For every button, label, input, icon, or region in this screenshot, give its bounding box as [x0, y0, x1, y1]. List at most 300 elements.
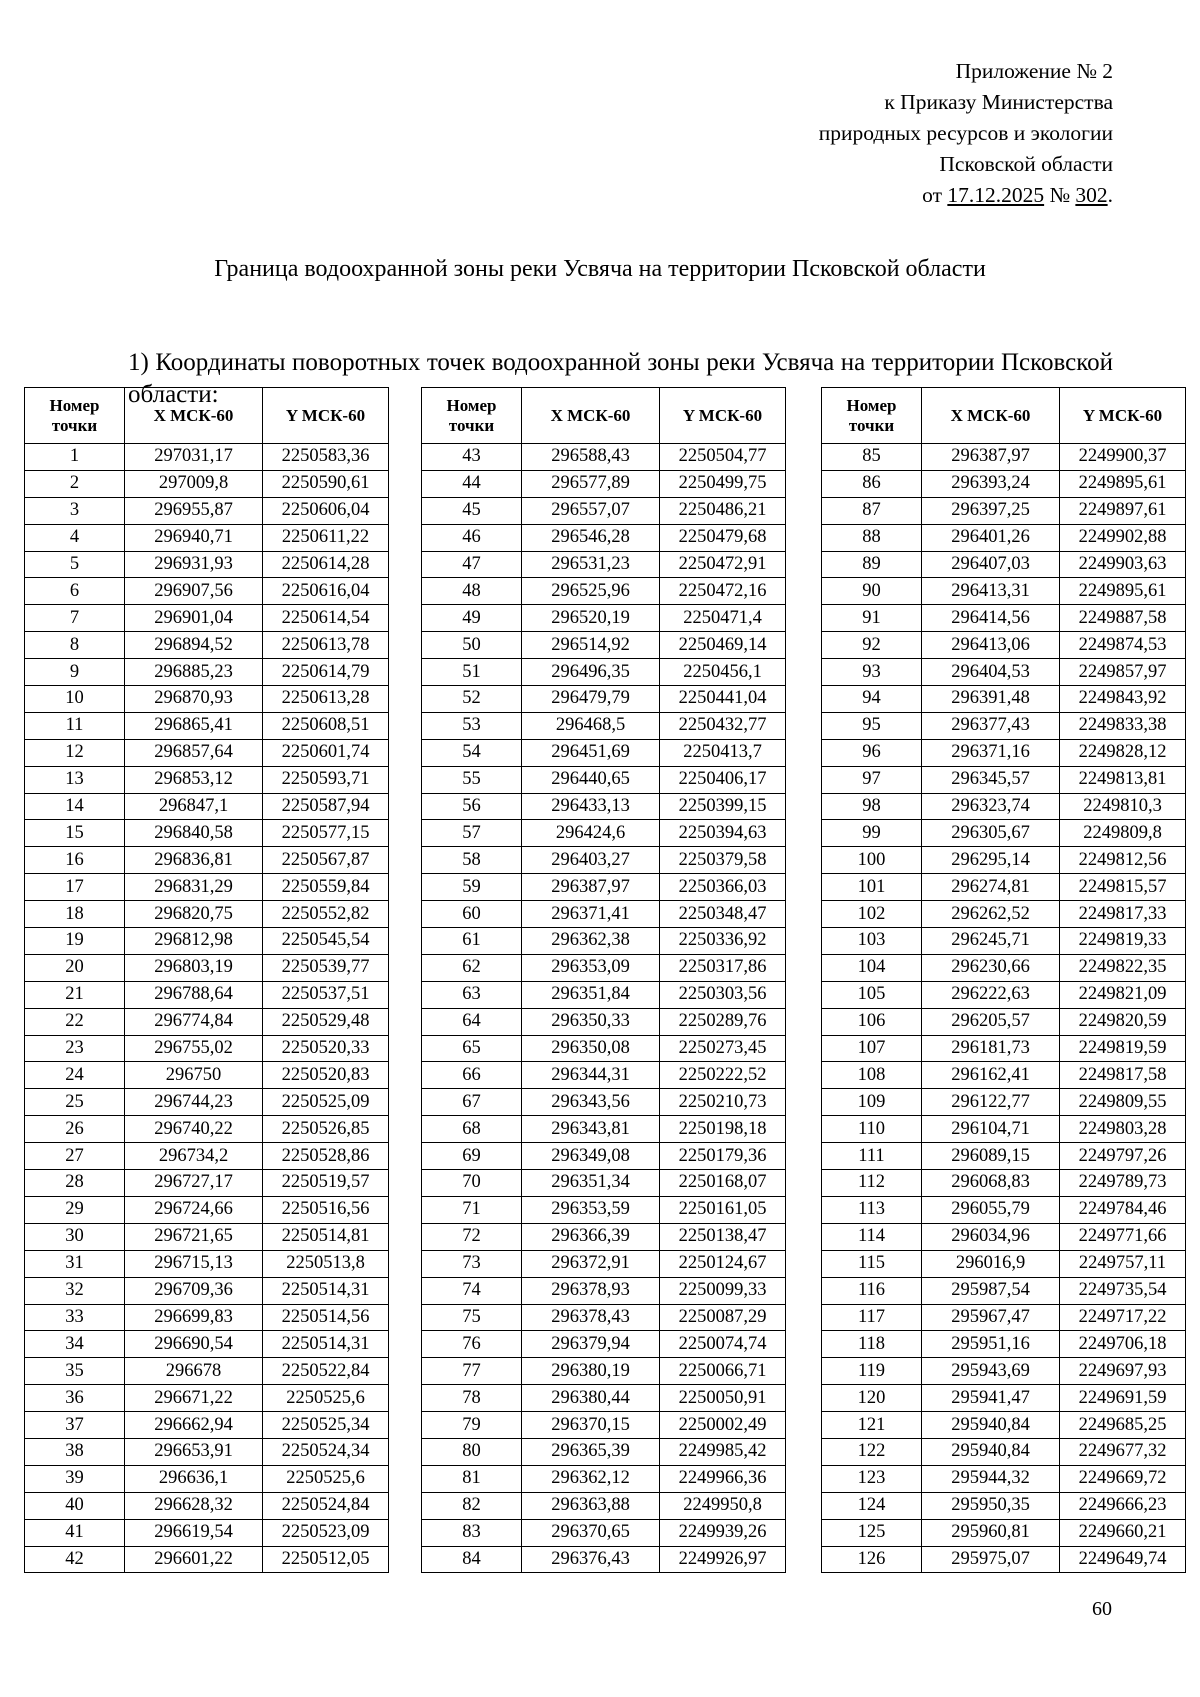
point-number-cell: 12 [25, 739, 125, 766]
point-number-cell: 41 [25, 1519, 125, 1546]
y-coordinate-cell: 2249813,81 [1060, 766, 1186, 793]
table-row [422, 1277, 786, 1304]
table-row [822, 1331, 1186, 1358]
x-coordinate-cell: 295943,69 [922, 1358, 1060, 1385]
x-coordinate-cell: 295975,07 [922, 1546, 1060, 1573]
number-sign: № [1049, 183, 1070, 207]
x-coordinate-cell: 296181,73 [922, 1035, 1060, 1062]
y-coordinate-cell: 2250516,56 [263, 1196, 389, 1223]
x-coordinate-cell: 296404,53 [922, 659, 1060, 686]
point-number-cell: 35 [25, 1358, 125, 1385]
y-coordinate-cell: 2250514,31 [263, 1277, 389, 1304]
point-number-cell: 34 [25, 1331, 125, 1358]
x-coordinate-cell: 296397,25 [922, 497, 1060, 524]
x-coordinate-cell: 296378,93 [522, 1277, 660, 1304]
table-row [822, 1143, 1186, 1170]
point-number-cell: 91 [822, 605, 922, 632]
header-point-number [25, 388, 125, 444]
y-coordinate-cell: 2250469,14 [660, 632, 786, 659]
point-number-cell: 16 [25, 847, 125, 874]
header-point-number-line1: Номер [446, 395, 497, 415]
point-number-cell: 120 [822, 1385, 922, 1412]
x-coordinate-cell: 296433,13 [522, 793, 660, 820]
y-coordinate-cell: 2249649,74 [1060, 1546, 1186, 1573]
y-coordinate-cell: 2250606,04 [263, 497, 389, 524]
point-number-cell: 37 [25, 1412, 125, 1439]
x-coordinate-cell: 296662,94 [125, 1412, 263, 1439]
point-number-cell: 76 [422, 1331, 522, 1358]
y-coordinate-cell: 2250379,58 [660, 847, 786, 874]
point-number-cell: 80 [422, 1438, 522, 1465]
table-row [25, 1465, 389, 1492]
appendix-line: природных ресурсов и экологии [818, 121, 1113, 145]
table-header-row [25, 388, 389, 444]
y-coordinate-cell: 2250472,91 [660, 551, 786, 578]
y-coordinate-cell: 2250222,52 [660, 1062, 786, 1089]
point-number-cell: 15 [25, 820, 125, 847]
point-number-cell: 26 [25, 1116, 125, 1143]
table-row [25, 1331, 389, 1358]
y-coordinate-cell: 2249677,32 [1060, 1438, 1186, 1465]
table-row [422, 739, 786, 766]
x-coordinate-cell: 295940,84 [922, 1412, 1060, 1439]
x-coordinate-cell: 296653,91 [125, 1438, 263, 1465]
date-prefix: от [922, 183, 942, 207]
point-number-cell: 39 [25, 1465, 125, 1492]
table-row [422, 470, 786, 497]
y-coordinate-cell: 2250522,84 [263, 1358, 389, 1385]
table-row [25, 1358, 389, 1385]
table-row [422, 1438, 786, 1465]
header-point-number-line1: Номер [846, 395, 897, 415]
point-number-cell: 83 [422, 1519, 522, 1546]
x-coordinate-cell: 296901,04 [125, 605, 263, 632]
x-coordinate-cell: 296788,64 [125, 981, 263, 1008]
point-number-cell: 110 [822, 1116, 922, 1143]
y-coordinate-cell: 2249966,36 [660, 1465, 786, 1492]
x-coordinate-cell: 296391,48 [922, 686, 1060, 713]
x-coordinate-cell: 296230,66 [922, 954, 1060, 981]
x-coordinate-cell: 295967,47 [922, 1304, 1060, 1331]
x-coordinate-cell: 296619,54 [125, 1519, 263, 1546]
coordinates-table-2 [421, 387, 786, 1573]
table-row [822, 470, 1186, 497]
point-number-cell: 67 [422, 1089, 522, 1116]
y-coordinate-cell: 2250590,61 [263, 470, 389, 497]
y-coordinate-cell: 2250406,17 [660, 766, 786, 793]
y-coordinate-cell: 2250519,57 [263, 1170, 389, 1197]
point-number-cell: 119 [822, 1358, 922, 1385]
x-coordinate-cell: 296413,06 [922, 632, 1060, 659]
point-number-cell: 57 [422, 820, 522, 847]
table-row [25, 712, 389, 739]
table-row [422, 1331, 786, 1358]
table-row [422, 686, 786, 713]
table-row [25, 1062, 389, 1089]
x-coordinate-cell: 296734,2 [125, 1143, 263, 1170]
table-row [25, 793, 389, 820]
table-row [822, 1412, 1186, 1439]
header-point-number-line2: точки [848, 415, 895, 435]
y-coordinate-cell: 2250317,86 [660, 954, 786, 981]
x-coordinate-cell: 296774,84 [125, 1008, 263, 1035]
x-coordinate-cell: 296836,81 [125, 847, 263, 874]
y-coordinate-cell: 2250608,51 [263, 712, 389, 739]
x-coordinate-cell: 297031,17 [125, 444, 263, 471]
point-number-cell: 82 [422, 1492, 522, 1519]
table-row [25, 1035, 389, 1062]
point-number-cell: 3 [25, 497, 125, 524]
x-coordinate-cell: 296353,59 [522, 1196, 660, 1223]
point-number-cell: 122 [822, 1438, 922, 1465]
y-coordinate-cell: 2250499,75 [660, 470, 786, 497]
table-row [25, 551, 389, 578]
y-coordinate-cell: 2249666,23 [1060, 1492, 1186, 1519]
x-coordinate-cell: 296690,54 [125, 1331, 263, 1358]
y-coordinate-cell: 2249706,18 [1060, 1331, 1186, 1358]
y-coordinate-cell: 2249697,93 [1060, 1358, 1186, 1385]
y-coordinate-cell: 2249895,61 [1060, 470, 1186, 497]
table-row [822, 712, 1186, 739]
table-row [822, 766, 1186, 793]
point-number-cell: 118 [822, 1331, 922, 1358]
point-number-cell: 56 [422, 793, 522, 820]
y-coordinate-cell: 2250613,78 [263, 632, 389, 659]
table-header-row [422, 388, 786, 444]
x-coordinate-cell: 296387,97 [522, 874, 660, 901]
y-coordinate-cell: 2249926,97 [660, 1546, 786, 1573]
table-row [25, 1223, 389, 1250]
y-coordinate-cell: 2249771,66 [1060, 1223, 1186, 1250]
y-coordinate-cell: 2249717,22 [1060, 1304, 1186, 1331]
y-coordinate-cell: 2250614,28 [263, 551, 389, 578]
point-number-cell: 46 [422, 524, 522, 551]
header-point-number-line2: точки [448, 415, 495, 435]
header-x-coordinate: X МСК-60 [125, 388, 263, 444]
y-coordinate-cell: 2250520,33 [263, 1035, 389, 1062]
table-row [25, 1089, 389, 1116]
table-row [422, 981, 786, 1008]
y-coordinate-cell: 2249669,72 [1060, 1465, 1186, 1492]
y-coordinate-cell: 2250456,1 [660, 659, 786, 686]
x-coordinate-cell: 296407,03 [922, 551, 1060, 578]
y-coordinate-cell: 2249815,57 [1060, 874, 1186, 901]
y-coordinate-cell: 2250486,21 [660, 497, 786, 524]
point-number-cell: 64 [422, 1008, 522, 1035]
y-coordinate-cell: 2250413,7 [660, 739, 786, 766]
point-number-cell: 84 [422, 1546, 522, 1573]
table-row [422, 1196, 786, 1223]
intro-paragraph: 1) Координаты поворотных точек водоохранной зоны реки Усвяча на территории Псковской области: [128, 349, 1113, 408]
point-number-cell: 89 [822, 551, 922, 578]
table-row [422, 793, 786, 820]
point-number-cell: 66 [422, 1062, 522, 1089]
table-row [25, 1170, 389, 1197]
y-coordinate-cell: 2249803,28 [1060, 1116, 1186, 1143]
y-coordinate-cell: 2250587,94 [263, 793, 389, 820]
table-row [822, 686, 1186, 713]
table-row [25, 820, 389, 847]
table-row [822, 1492, 1186, 1519]
x-coordinate-cell: 296831,29 [125, 874, 263, 901]
y-coordinate-cell: 2250087,29 [660, 1304, 786, 1331]
x-coordinate-cell: 296479,79 [522, 686, 660, 713]
point-number-cell: 114 [822, 1223, 922, 1250]
point-number-cell: 121 [822, 1412, 922, 1439]
table-row [422, 820, 786, 847]
table-body [822, 444, 1186, 1573]
y-coordinate-cell: 2250545,54 [263, 928, 389, 955]
y-coordinate-cell: 2250539,77 [263, 954, 389, 981]
y-coordinate-cell: 2249819,33 [1060, 928, 1186, 955]
point-number-cell: 51 [422, 659, 522, 686]
y-coordinate-cell: 2249950,8 [660, 1492, 786, 1519]
table-row [822, 1035, 1186, 1062]
x-coordinate-cell: 296305,67 [922, 820, 1060, 847]
point-number-cell: 102 [822, 901, 922, 928]
point-number-cell: 48 [422, 578, 522, 605]
point-number-cell: 93 [822, 659, 922, 686]
x-coordinate-cell: 296744,23 [125, 1089, 263, 1116]
x-coordinate-cell: 296350,33 [522, 1008, 660, 1035]
x-coordinate-cell: 296820,75 [125, 901, 263, 928]
y-coordinate-cell: 2249874,53 [1060, 632, 1186, 659]
table-row [25, 1250, 389, 1277]
x-coordinate-cell: 295940,84 [922, 1438, 1060, 1465]
table-row [822, 1008, 1186, 1035]
table-row [422, 1170, 786, 1197]
point-number-cell: 125 [822, 1519, 922, 1546]
y-coordinate-cell: 2250614,79 [263, 659, 389, 686]
point-number-cell: 73 [422, 1250, 522, 1277]
order-number: 302 [1075, 183, 1108, 207]
point-number-cell: 123 [822, 1465, 922, 1492]
x-coordinate-cell: 296068,83 [922, 1170, 1060, 1197]
table-row [422, 578, 786, 605]
x-coordinate-cell: 296343,81 [522, 1116, 660, 1143]
x-coordinate-cell: 296262,52 [922, 901, 1060, 928]
point-number-cell: 86 [822, 470, 922, 497]
order-date: 17.12.2025 [947, 183, 1045, 207]
point-number-cell: 116 [822, 1277, 922, 1304]
point-number-cell: 98 [822, 793, 922, 820]
point-number-cell: 32 [25, 1277, 125, 1304]
x-coordinate-cell: 296379,94 [522, 1331, 660, 1358]
y-coordinate-cell: 2250523,09 [263, 1519, 389, 1546]
point-number-cell: 78 [422, 1385, 522, 1412]
x-coordinate-cell: 296514,92 [522, 632, 660, 659]
point-number-cell: 92 [822, 632, 922, 659]
point-number-cell: 108 [822, 1062, 922, 1089]
table-row [822, 793, 1186, 820]
point-number-cell: 113 [822, 1196, 922, 1223]
point-number-cell: 20 [25, 954, 125, 981]
point-number-cell: 45 [422, 497, 522, 524]
table-header [422, 388, 786, 444]
table-row [25, 444, 389, 471]
table-row [422, 1250, 786, 1277]
table-row [25, 1196, 389, 1223]
table-row [822, 632, 1186, 659]
point-number-cell: 60 [422, 901, 522, 928]
y-coordinate-cell: 2249897,61 [1060, 497, 1186, 524]
x-coordinate-cell: 296343,56 [522, 1089, 660, 1116]
point-number-cell: 117 [822, 1304, 922, 1331]
point-number-cell: 27 [25, 1143, 125, 1170]
point-number-cell: 22 [25, 1008, 125, 1035]
table-row [25, 1008, 389, 1035]
x-coordinate-cell: 295950,35 [922, 1492, 1060, 1519]
table-row [822, 1358, 1186, 1385]
y-coordinate-cell: 2250529,48 [263, 1008, 389, 1035]
point-number-cell: 28 [25, 1170, 125, 1197]
table-row [25, 981, 389, 1008]
table-row [422, 1385, 786, 1412]
y-coordinate-cell: 2249691,59 [1060, 1385, 1186, 1412]
y-coordinate-cell: 2250559,84 [263, 874, 389, 901]
header-point-number [422, 388, 522, 444]
y-coordinate-cell: 2250432,77 [660, 712, 786, 739]
table-row [25, 954, 389, 981]
x-coordinate-cell: 295960,81 [922, 1519, 1060, 1546]
table-row [25, 632, 389, 659]
header-y-coordinate: Y МСК-60 [660, 388, 786, 444]
x-coordinate-cell: 296222,63 [922, 981, 1060, 1008]
point-number-cell: 25 [25, 1089, 125, 1116]
table-row [422, 1089, 786, 1116]
table-row [422, 1223, 786, 1250]
y-coordinate-cell: 2249833,38 [1060, 712, 1186, 739]
x-coordinate-cell: 296865,41 [125, 712, 263, 739]
point-number-cell: 63 [422, 981, 522, 1008]
y-coordinate-cell: 2250525,6 [263, 1465, 389, 1492]
x-coordinate-cell: 297009,8 [125, 470, 263, 497]
table-body [422, 444, 786, 1573]
point-number-cell: 100 [822, 847, 922, 874]
table-row [822, 901, 1186, 928]
table-row [822, 1519, 1186, 1546]
table-row [422, 1143, 786, 1170]
document-title: Граница водоохранной зоны реки Усвяча на территории Псковской области [214, 256, 986, 282]
coordinates-table-1 [24, 387, 389, 1573]
point-number-cell: 95 [822, 712, 922, 739]
point-number-cell: 126 [822, 1546, 922, 1573]
y-coordinate-cell: 2249821,09 [1060, 981, 1186, 1008]
table-row [822, 497, 1186, 524]
x-coordinate-cell: 296380,44 [522, 1385, 660, 1412]
y-coordinate-cell: 2249789,73 [1060, 1170, 1186, 1197]
table-row [25, 1492, 389, 1519]
table-row [25, 1438, 389, 1465]
point-number-cell: 54 [422, 739, 522, 766]
y-coordinate-cell: 2250289,76 [660, 1008, 786, 1035]
table-header [822, 388, 1186, 444]
point-number-cell: 72 [422, 1223, 522, 1250]
point-number-cell: 43 [422, 444, 522, 471]
y-coordinate-cell: 2249843,92 [1060, 686, 1186, 713]
y-coordinate-cell: 2250179,36 [660, 1143, 786, 1170]
x-coordinate-cell: 296370,15 [522, 1412, 660, 1439]
x-coordinate-cell: 296840,58 [125, 820, 263, 847]
x-coordinate-cell: 296740,22 [125, 1116, 263, 1143]
x-coordinate-cell: 296274,81 [922, 874, 1060, 901]
x-coordinate-cell: 296721,65 [125, 1223, 263, 1250]
x-coordinate-cell: 296853,12 [125, 766, 263, 793]
x-coordinate-cell: 296894,52 [125, 632, 263, 659]
y-coordinate-cell: 2249819,59 [1060, 1035, 1186, 1062]
x-coordinate-cell: 296755,02 [125, 1035, 263, 1062]
x-coordinate-cell: 296245,71 [922, 928, 1060, 955]
table-row [822, 1116, 1186, 1143]
table-row [25, 524, 389, 551]
y-coordinate-cell: 2249817,58 [1060, 1062, 1186, 1089]
x-coordinate-cell: 296034,96 [922, 1223, 1060, 1250]
x-coordinate-cell: 296351,34 [522, 1170, 660, 1197]
x-coordinate-cell: 296344,31 [522, 1062, 660, 1089]
y-coordinate-cell: 2250336,92 [660, 928, 786, 955]
point-number-cell: 61 [422, 928, 522, 955]
point-number-cell: 87 [822, 497, 922, 524]
x-coordinate-cell: 295987,54 [922, 1277, 1060, 1304]
y-coordinate-cell: 2250066,71 [660, 1358, 786, 1385]
y-coordinate-cell: 2250616,04 [263, 578, 389, 605]
y-coordinate-cell: 2249902,88 [1060, 524, 1186, 551]
point-number-cell: 50 [422, 632, 522, 659]
y-coordinate-cell: 2249887,58 [1060, 605, 1186, 632]
point-number-cell: 2 [25, 470, 125, 497]
point-number-cell: 10 [25, 686, 125, 713]
x-coordinate-cell: 296016,9 [922, 1250, 1060, 1277]
y-coordinate-cell: 2249784,46 [1060, 1196, 1186, 1223]
table-row [422, 497, 786, 524]
x-coordinate-cell: 296451,69 [522, 739, 660, 766]
x-coordinate-cell: 296295,14 [922, 847, 1060, 874]
point-number-cell: 77 [422, 1358, 522, 1385]
table-row [25, 497, 389, 524]
y-coordinate-cell: 2250525,09 [263, 1089, 389, 1116]
y-coordinate-cell: 2250613,28 [263, 686, 389, 713]
point-number-cell: 52 [422, 686, 522, 713]
table-body [25, 444, 389, 1573]
y-coordinate-cell: 2250210,73 [660, 1089, 786, 1116]
table-row [822, 578, 1186, 605]
point-number-cell: 71 [422, 1196, 522, 1223]
table-row [422, 954, 786, 981]
x-coordinate-cell: 296699,83 [125, 1304, 263, 1331]
x-coordinate-cell: 296378,43 [522, 1304, 660, 1331]
table-row [422, 766, 786, 793]
table-row [422, 712, 786, 739]
y-coordinate-cell: 2250525,34 [263, 1412, 389, 1439]
x-coordinate-cell: 296387,97 [922, 444, 1060, 471]
y-coordinate-cell: 2249810,3 [1060, 793, 1186, 820]
point-number-cell: 94 [822, 686, 922, 713]
point-number-cell: 59 [422, 874, 522, 901]
table-row [25, 739, 389, 766]
point-number-cell: 107 [822, 1035, 922, 1062]
point-number-cell: 19 [25, 928, 125, 955]
point-number-cell: 49 [422, 605, 522, 632]
y-coordinate-cell: 2249985,42 [660, 1438, 786, 1465]
table-row [25, 1143, 389, 1170]
table-row [25, 1277, 389, 1304]
table-row [25, 847, 389, 874]
table-row [25, 1519, 389, 1546]
point-number-cell: 112 [822, 1170, 922, 1197]
table-row [822, 605, 1186, 632]
y-coordinate-cell: 2250514,56 [263, 1304, 389, 1331]
point-number-cell: 104 [822, 954, 922, 981]
